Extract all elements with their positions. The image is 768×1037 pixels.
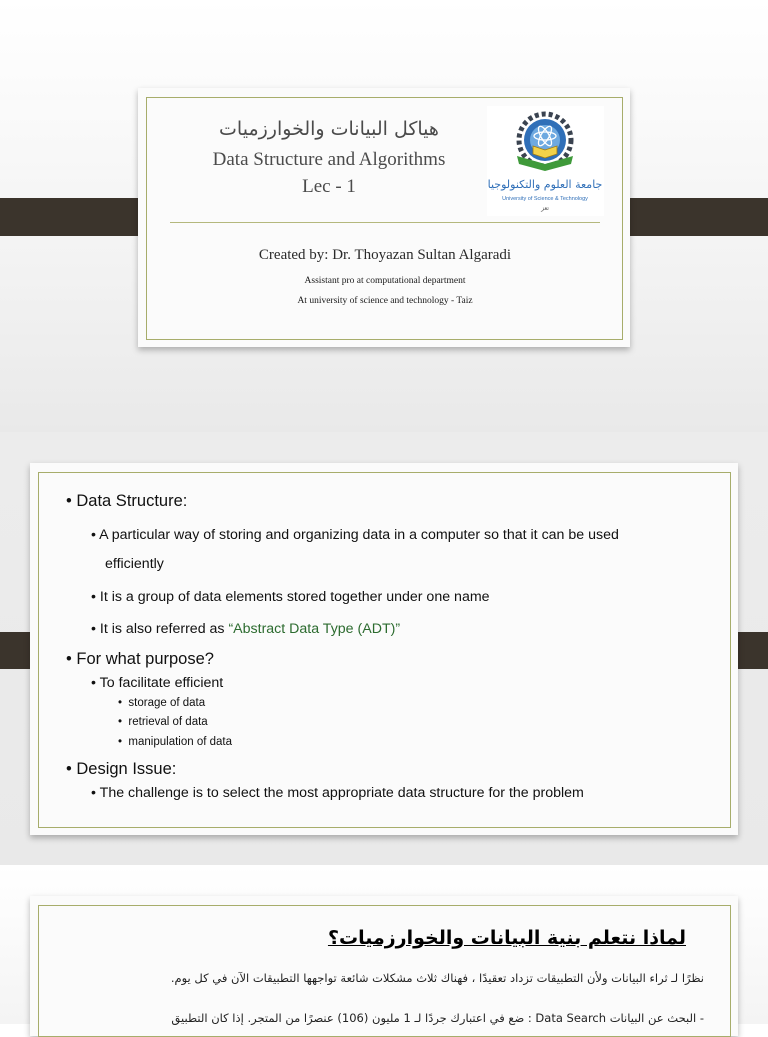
slide3-title: لماذا نتعلم بنية البيانات والخوارزميات؟ [327,927,686,949]
purpose-subheading: • To facilitate efficient [91,675,224,691]
ds-heading: • Data Structure: [66,492,188,510]
slide1-author-affiliation: At university of science and technology - Taiz [297,296,473,306]
purpose-item: • retrieval of data [118,716,208,728]
purpose-heading: • For what purpose? [66,650,214,668]
ds-definition-continuation: efficiently [105,556,164,572]
slide1-title-arabic: هياكل البيانات والخوارزميات [219,118,439,140]
logo-city: تعز [541,205,549,212]
slide1-author: Created by: Dr. Thoyazan Sultan Algaradi [258,247,512,263]
ds-definition-line: • A particular way of storing and organizing data in a computer so that it can be used [91,527,619,543]
design-line: • The challenge is to select the most appropriate data structure for the problem [91,785,584,801]
adt-term: “Abstract Data Type (ADT)” [228,621,401,637]
ds-group-line: • It is a group of data elements stored together under one name [91,589,490,605]
slide1-lecture-number: Lec - 1 [302,176,356,197]
purpose-item: • manipulation of data [118,736,232,748]
ds-adt-line: • It is also referred as “Abstract Data Type (ADT)” [91,621,401,637]
slide1-divider [170,222,600,223]
university-emblem-icon [487,106,604,216]
slide1-title-english: Data Structure and Algorithms [212,149,446,170]
slide1-left-tab [0,198,155,236]
design-heading: • Design Issue: [66,760,177,778]
logo-arabic-name: جامعة العلوم والتكنولوجيا [487,178,603,191]
slide3-data-search-line: - البحث عن البيانات Data Search : ضع في اعتبارك جردًا لـ 1 مليون (106) عنصرًا من المتجر. إذا كان التطبيق [171,1011,704,1025]
slide3-intro-line: نظرًا لـ ثراء البيانات ولأن التطبيقات تزداد تعقيدًا ، فهناك ثلاث مشكلات شائعة تواجهها التطبيقات الآن في كل يوم. [170,971,704,985]
purpose-item: • storage of data [118,697,206,709]
slide1-author-position: Assistant pro at computational department [304,276,466,286]
slide1-right-tab [613,198,768,236]
university-logo [487,106,604,216]
logo-english-name: University of Science & Technology [502,196,588,202]
